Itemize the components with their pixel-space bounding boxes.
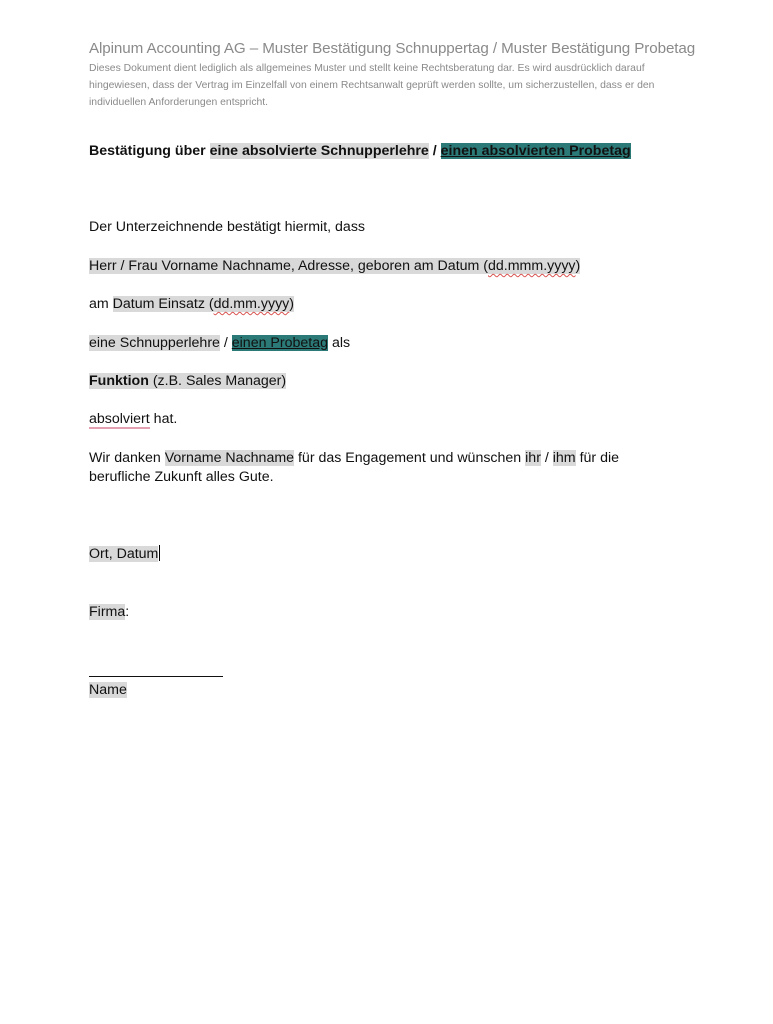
text-cursor bbox=[159, 545, 160, 561]
thanks-name-field[interactable]: Vorname Nachname bbox=[164, 450, 295, 466]
intro-paragraph[interactable]: Der Unterzeichnende bestätigt hiermit, dass bbox=[89, 219, 366, 235]
company-label-field[interactable]: Firma bbox=[89, 604, 126, 620]
heading-prefix: Bestätigung über bbox=[89, 143, 210, 159]
date-prefix: am bbox=[89, 296, 113, 312]
pronoun-option-ihm[interactable]: ihm bbox=[552, 450, 576, 466]
pronoun-option-ihr[interactable]: ihr bbox=[525, 450, 541, 466]
completed-word: absolviert bbox=[89, 411, 150, 427]
header-disclaimer: Dieses Dokument dient lediglich als allgemeines Muster und stellt keine Rechtsberatung dar. Es wird ausdrücklich darauf hingewiesen, dass der Vertrag im Einzelfall von einem Rechtsanwalt geprüft werden sollte, um sicherzustellen, dass er den individuellen Anforderungen entspricht. bbox=[89, 63, 655, 108]
place-date-field[interactable]: Ort, Datum bbox=[89, 546, 159, 562]
completed-paragraph[interactable] bbox=[89, 410, 177, 429]
person-details-field[interactable]: Vorname Nachname, Adresse, geboren am Datum ( bbox=[157, 258, 489, 274]
date-close: ) bbox=[289, 296, 294, 312]
thanks-mid: für das Engagement und wünschen bbox=[294, 450, 526, 466]
thanks-line-2[interactable]: berufliche Zukunft alles Gute. bbox=[89, 469, 274, 485]
function-example-field[interactable]: (z.B. Sales Manager) bbox=[148, 373, 287, 389]
signatory-name-field[interactable]: Name bbox=[89, 682, 127, 698]
thanks-suffix: für die bbox=[575, 450, 620, 466]
pronoun-separator: / bbox=[540, 450, 553, 466]
signature-line bbox=[89, 676, 223, 677]
heading-option-probetag[interactable]: einen absolvierten Probetag bbox=[440, 143, 631, 159]
document-heading[interactable] bbox=[89, 142, 631, 161]
heading-separator: / bbox=[428, 143, 441, 159]
place-date-line[interactable] bbox=[89, 545, 160, 564]
function-paragraph[interactable] bbox=[89, 372, 286, 391]
name-line[interactable] bbox=[89, 681, 127, 700]
type-suffix: als bbox=[328, 335, 351, 351]
birthdate-format-field[interactable]: dd.mmm.yyyy bbox=[488, 258, 576, 274]
date-label-field[interactable]: Datum Einsatz ( bbox=[112, 296, 214, 312]
person-paragraph[interactable] bbox=[89, 257, 580, 276]
type-separator: / bbox=[219, 335, 232, 351]
header-title: Alpinum Accounting AG – Muster Bestätigung Schnuppertag / Muster Bestätigung Probetag bbox=[89, 40, 696, 57]
type-paragraph[interactable] bbox=[89, 334, 350, 353]
heading-option-schnupperlehre[interactable]: eine absolvierte Schnupperlehre bbox=[209, 143, 429, 159]
thanks-paragraph[interactable] bbox=[89, 449, 619, 468]
salutation-field[interactable]: Herr / Frau bbox=[89, 258, 158, 274]
company-colon: : bbox=[125, 604, 130, 620]
type-option-schnupperlehre[interactable]: eine Schnupperlehre bbox=[89, 335, 220, 351]
completed-suffix: hat. bbox=[149, 411, 178, 427]
type-option-probetag[interactable]: einen Probetag bbox=[231, 335, 329, 351]
thanks-prefix: Wir danken bbox=[89, 450, 165, 466]
date-paragraph[interactable] bbox=[89, 295, 294, 314]
person-details-close: ) bbox=[575, 258, 581, 274]
date-format-field[interactable]: dd.mm.yyyy bbox=[213, 296, 290, 312]
company-line[interactable] bbox=[89, 603, 129, 622]
function-label-field[interactable]: Funktion bbox=[89, 373, 149, 389]
